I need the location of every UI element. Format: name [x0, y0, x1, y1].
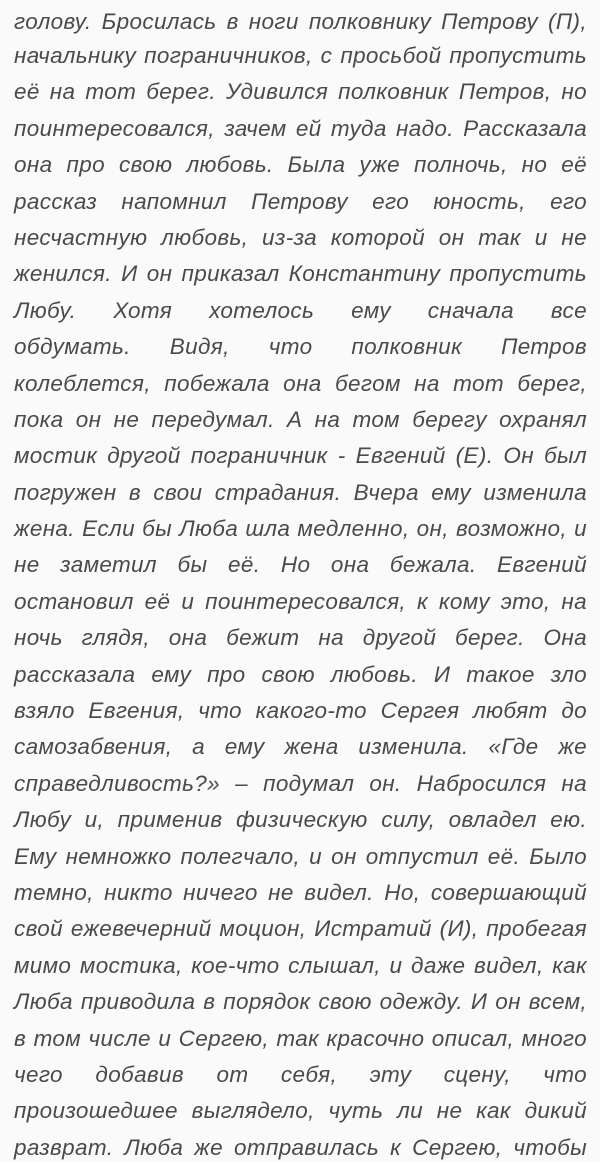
text-line: рассказ напомнил Петрову его юность, его	[14, 188, 587, 214]
text-line: женился. И он приказал Константину пропустить	[14, 261, 587, 287]
text-line: Любу. Хотя хотелось ему сначала все	[14, 297, 587, 323]
text-line: несчастную любовь, из-за которой он так и не	[14, 224, 587, 250]
text-line: пока он не передумал. А на том берегу охранял	[14, 406, 587, 432]
text-line: произошедшее выглядело, чуть ли не как дикий	[14, 1098, 587, 1124]
text-line: в том числе и Сергею, так красочно описал, много	[14, 1025, 587, 1051]
text-line: жена. Если бы Люба шла медленно, он, возможно, и	[14, 516, 587, 542]
body-text	[14, 0, 587, 1162]
text-line: чего добавив от себя, эту сцену, что	[14, 1061, 587, 1087]
text-line: взяло Евгения, что какого-то Сергея любят до	[14, 698, 587, 724]
text-line: обдумать. Видя, что полковник Петров	[14, 334, 587, 360]
text-line: разврат. Люба же отправилась к Сергею, чтобы	[14, 1134, 587, 1160]
text-line: справедливость?» – подумал он. Набросился на	[14, 770, 587, 796]
text-line: не заметил бы её. Но она бежала. Евгений	[14, 552, 587, 578]
text-line: мимо мостика, кое-что слышал, и даже видел, как	[14, 952, 587, 978]
text-line: Люба приводила в порядок свою одежду. И он всем,	[14, 989, 587, 1015]
text-line: колеблется, побежала она бегом на тот берег,	[14, 370, 587, 396]
text-line: свой ежевечерний моцион, Истратий (И), пробегая	[14, 916, 587, 942]
text-line: Ему немножко полегчало, и он отпустил её. Было	[14, 843, 587, 869]
text-line: поинтересовался, зачем ей туда надо. Рассказала	[14, 115, 587, 141]
text-line: погружен в свои страдания. Вчера ему изменила	[14, 479, 587, 505]
text-line: начальнику пограничников, с просьбой пропустить	[14, 43, 587, 68]
text-line: ночь глядя, она бежит на другой берег. Она	[14, 625, 587, 651]
text-line: голову. Бросилась в ноги полковнику Петрову (П),	[14, 9, 587, 34]
text-line: темно, никто ничего не видел. Но, совершающий	[14, 879, 587, 905]
text-line: Любу и, применив физическую силу, овладел ею.	[14, 807, 587, 833]
text-line: остановил её и поинтересовался, к кому это, на	[14, 588, 587, 614]
text-line: рассказала ему про свою любовь. И такое зло	[14, 661, 587, 687]
text-line: мостик другой пограничник - Евгений (Е). Он был	[14, 443, 587, 469]
text-line: самозабвения, а ему жена изменила. «Где же	[14, 734, 587, 760]
text-line: её на тот берег. Удивился полковник Петров, но	[14, 79, 587, 105]
text-line: она про свою любовь. Была уже полночь, но её	[14, 152, 587, 178]
